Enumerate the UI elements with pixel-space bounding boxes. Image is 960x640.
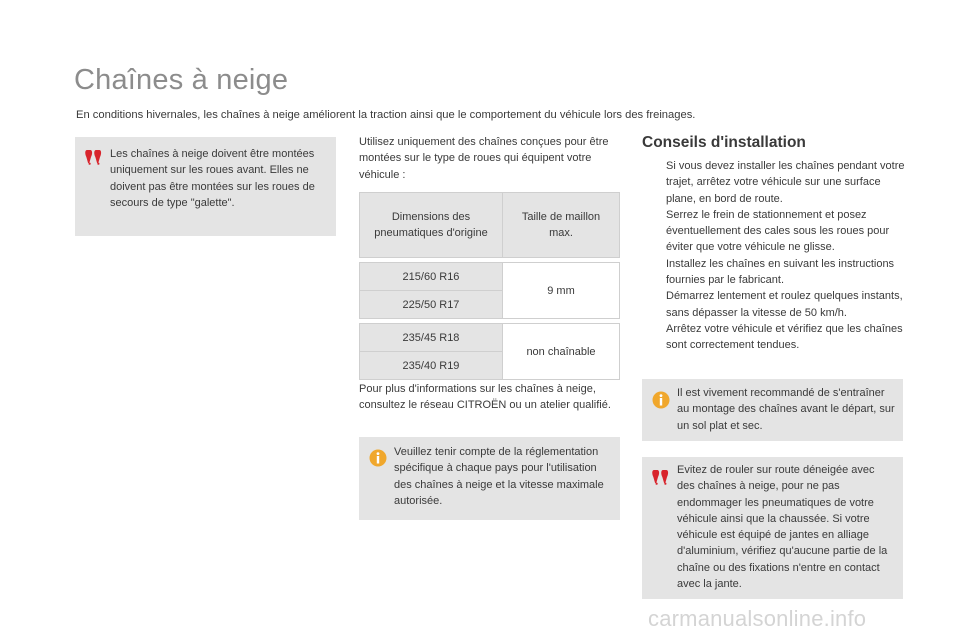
regulation-note-text: Veuillez tenir compte de la réglementation spécifique à chaque pays pour l'utilisation des chaînes à neige et la vitesse maximale autorisée. — [394, 446, 604, 507]
step-text: Si vous devez installer les chaînes pendant votre trajet, arrêtez votre véhicule sur une surface plane, en bord de route. — [666, 160, 905, 205]
watermark: carmanualsonline.info — [648, 606, 867, 631]
warning-front-wheels-text: Les chaînes à neige doivent être montées uniquement sur les roues avant. Elles ne doivent pas être montées sur les roues de secours de type "galette". — [110, 148, 315, 209]
training-note-box — [642, 379, 903, 441]
page-title: Chaînes à neige — [74, 64, 289, 96]
step-text: Arrêtez votre véhicule et vérifiez que les chaînes sont correctement tendues. — [666, 322, 903, 352]
tire-chain-table — [359, 192, 620, 380]
tire-size-cell: 235/45 R18 — [360, 324, 503, 352]
regulation-note-box — [359, 437, 620, 520]
step-text: Démarrez lentement et roulez quelques instants, sans dépasser la vitesse de 50 km/h. — [666, 290, 903, 319]
step-text: Installez les chaînes en suivant les instructions fournies par le fabricant. — [666, 257, 895, 287]
info-icon — [369, 449, 387, 472]
header-link-size: Taille de maillon max. — [503, 193, 620, 258]
installation-heading: Conseils d'installation — [642, 134, 806, 151]
installation-steps-list — [642, 158, 907, 354]
list-item — [642, 158, 907, 207]
header-tire-dimensions: Dimensions des pneumatiques d'origine — [360, 193, 503, 258]
info-icon — [652, 391, 670, 414]
tire-size-cell: 215/60 R16 — [360, 263, 503, 291]
step-text: Serrez le frein de stationnement et posez éventuellement des cales sous les roues pour éviter que votre véhicule ne glisse. — [666, 208, 890, 254]
tire-size-cell: 225/50 R17 — [360, 291, 503, 319]
more-info-text: Pour plus d'informations sur les chaînes à neige, consultez le réseau CITROËN ou un atelier qualifié. — [359, 383, 611, 412]
list-item — [642, 288, 907, 321]
table-row — [360, 263, 620, 291]
exclamation-icon — [652, 469, 670, 490]
intro-text: En conditions hivernales, les chaînes à neige améliorent la traction ainsi que le comportement du véhicule lors des freinages. — [76, 109, 696, 121]
table-row — [360, 324, 620, 352]
list-item — [642, 207, 907, 256]
tire-size-cell: 235/40 R19 — [360, 352, 503, 380]
list-item — [642, 321, 907, 354]
road-warning-box — [642, 457, 903, 599]
warning-front-wheels-box — [75, 137, 336, 236]
road-warning-text: Evitez de rouler sur route déneigée avec des chaînes à neige, pour ne pas endommager les pneumatiques de votre véhicule ainsi que la chaussée. Si votre véhicule est équipé de jantes en alliage d'aluminium, vérifiez qu'aucune partie de la chaîne ou des fixations n'entre en contact avec la jante. — [677, 464, 888, 591]
link-size-cell: 9 mm — [503, 263, 620, 319]
chains-usage-text: Utilisez uniquement des chaînes conçues pour être montées sur le type de roues qui équipent votre véhicule : — [359, 136, 609, 181]
exclamation-icon — [85, 149, 103, 170]
link-size-cell: non chaînable — [503, 324, 620, 380]
list-item — [642, 256, 907, 289]
training-note-text: Il est vivement recommandé de s'entraîner au montage des chaînes avant le départ, sur un sol plat et sec. — [677, 387, 895, 432]
